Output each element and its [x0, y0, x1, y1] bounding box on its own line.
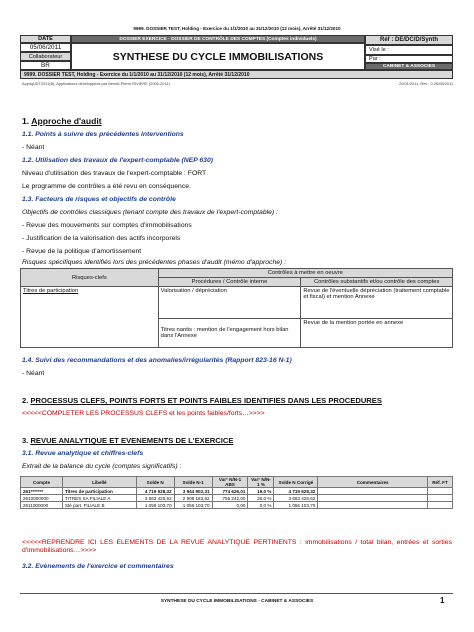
extrait-balance: Extrait de la balance du cycle (comptes significatifs) :	[22, 463, 182, 470]
balance-cell: 2 908 183,62	[174, 495, 212, 502]
collaborateur-value: BR	[20, 61, 71, 70]
proc-valorisation: Valorisation / dépréciation	[160, 288, 227, 294]
balance-cell	[427, 502, 452, 509]
balance-cell: 774 626,01	[212, 488, 248, 495]
section-1-title: Approche d'audit	[31, 116, 102, 126]
balance-cell: 4 719 528,32	[136, 488, 174, 495]
balance-header-cell: Solde N	[136, 477, 174, 488]
app-info-left: AppliqUDT2011(B), Applications développées par Benoît-Pierre RIVIERE (2005-2011)	[22, 81, 170, 86]
subheading-1-1: 1.1. Points à suivre des précédentes interventions	[22, 131, 184, 138]
balance-cell: TITRES SA FILIALE A	[62, 495, 136, 502]
balance-cell	[427, 495, 452, 502]
niveau-utilisation: Niveau d'utilisation des travaux de l'expert-comptable : FORT	[22, 170, 207, 177]
section-3-number: 3.	[22, 436, 31, 445]
section-2-heading	[22, 396, 382, 405]
reference: Réf : DE/DC/D/Synth	[365, 35, 453, 45]
balance-header-cell: Var° N/N-1 ABS	[212, 477, 248, 488]
subst-depreciation: Revue de l'éventuelle dépréciation (traitement comptable et fiscal) et mention Annexe	[303, 288, 450, 300]
objectif-2: - Justification de la valorisation des actifs incorporels	[22, 235, 181, 242]
risk-table	[20, 268, 453, 348]
risk-table-header-procedures: Procédures / Contrôle interne	[158, 278, 301, 287]
risk-table-header-substantifs: Contrôles substantifs et/ou contrôle des comptes	[301, 278, 453, 287]
section-3-heading	[22, 436, 233, 445]
balance-cell: 2611000000	[21, 502, 63, 509]
balance-cell: 26,0 %	[248, 495, 274, 502]
risques-intro: Risques spécifiques identifiés lors des précédentes phases d'audit (mémo d'approche) :	[22, 259, 287, 266]
par: Par :	[365, 55, 453, 63]
footer-text: SYNTHESE DU CYCLE IMMOBILISATIONS - CABINET & ASSOCIES	[160, 599, 314, 604]
balance-cell: 0,0 %	[248, 502, 274, 509]
balance-cell	[318, 502, 428, 509]
document-top-title: 9999. DOSSIER TEST, Holding - Exercice du 1/1/2010 au 31/12/2010 (12 mois), Arrêté 31/12/2010	[133, 26, 341, 31]
balance-header-cell: Solde N Corrigé	[274, 477, 318, 488]
subheading-1-3: 1.3. Facteurs de risques et objectifs de contrôle	[22, 196, 176, 203]
balance-cell: 3 944 902,31	[174, 488, 212, 495]
risk-titres-participation: Titres de participation	[23, 288, 79, 294]
balance-row	[21, 502, 453, 509]
client-line: 9999. DOSSIER TEST, Holding - Exercice du 1/1/2010 au 31/12/2010 (12 mois), Arrêté 31/12/2010	[20, 70, 453, 79]
footer-divider	[20, 593, 453, 594]
objectif-3: - Revue de la politique d'amortissement	[22, 248, 142, 255]
section-2-number: 2.	[22, 396, 31, 405]
subheading-3-1: 3.1. Revue analytique et chiffres-clefs	[22, 450, 144, 457]
balance-cell: 4 719 528,32	[274, 488, 318, 495]
subheading-1-2: 1.2. Utilisation des travaux de l'expert-comptable (NEP 630)	[22, 157, 213, 164]
cabinet-bar: CABINET & ASSOCIES	[365, 63, 453, 70]
balance-cell	[318, 495, 428, 502]
proc-titres-nantis: Titres nantis : mention de l'engagement hors bilan dans l'Annexe	[160, 326, 289, 339]
balance-header-cell: Commentaires	[318, 477, 428, 488]
neant-1-4: - Néant	[22, 370, 45, 377]
balance-cell: 3 663 425,62	[136, 495, 174, 502]
section-3-title: REVUE ANALYTIQUE ET EVENEMENTS DE L'EXERCICE	[30, 436, 234, 445]
subheading-3-2: 3.2. Evènements de l'exercice et commentaires	[22, 563, 174, 570]
document-title: SYNTHESE DU CYCLE IMMOBILISATIONS	[71, 43, 365, 70]
balance-header-cell: Compte	[21, 477, 63, 488]
app-info-right: 20/01/2011, Rev : 0.26/05/2011	[399, 81, 453, 86]
balance-cell: 3 663 425,62	[274, 495, 318, 502]
neant-1-1: - Néant	[22, 144, 45, 151]
balance-header-cell: Solde N-1	[174, 477, 212, 488]
date-value: 05/06/2011	[20, 43, 71, 52]
balance-cell: 19,0 %	[248, 488, 274, 495]
date-label: DATE	[20, 35, 71, 43]
risk-table-cell-subst-1	[301, 287, 453, 319]
risk-table-header-risques: Risques-clefs	[21, 269, 159, 287]
vise-le: Visé le :	[365, 45, 453, 55]
subheading-1-4: 1.4. Suivi des recommandations et des anomalies/irrégularités (Rapport 823-16 N-1)	[22, 357, 292, 364]
balance-cell: 261*******	[21, 488, 63, 495]
objectifs-intro: Objectifs de contrôles classiques (tenant compte des travaux de l'expert-comptable) :	[22, 209, 278, 216]
balance-cell: 2610000000	[21, 495, 63, 502]
balance-cell: 1 056 103,70	[174, 502, 212, 509]
dossier-exercice-bar: DOSSIER EXERCICE - DOSSIER DE CONTRÔLE DES COMPTES (Comptes individuels)	[71, 35, 365, 43]
section-1-heading	[22, 116, 102, 126]
section-1-number: 1.	[22, 116, 32, 126]
balance-cell: 755 242,00	[212, 495, 248, 502]
balance-row	[21, 488, 453, 495]
balance-row	[21, 495, 453, 502]
balance-header-cell: Var° N/N-1 %	[248, 477, 274, 488]
collaborateur-label: Collaborateur	[20, 52, 71, 61]
risk-table-cell-risk	[21, 287, 159, 348]
risk-table-cell-subst-2	[301, 318, 453, 347]
section-3-placeholder: <<<<<REPRENDRE ICI LES ELEMENTS DE LA REVUE ANALYTIQUE PERTINENTS : immobilisations / total bilan, entrées et sorties d'immobilisations…>>>>	[22, 539, 452, 554]
balance-cell: 1 056 103,70	[274, 502, 318, 509]
objectif-1: - Revue des mouvements sur comptes d'immobilisations	[22, 222, 192, 229]
balance-cell: 1 056 103,70	[136, 502, 174, 509]
risk-table-cell-proc-1	[158, 287, 301, 319]
risk-table-cell-proc-2	[158, 318, 301, 347]
balance-cell	[427, 488, 452, 495]
section-2-placeholder: <<<<<COMPLETER LES PROCESSUS CLEFS et les points faibles/forts…>>>>	[22, 410, 265, 417]
balance-header-cell: Réf. FT	[427, 477, 452, 488]
balance-cell: Titres de participation	[62, 488, 136, 495]
subst-mention-annexe: Revue de la mention portée en annexe	[303, 319, 404, 326]
programme-revu: Le programme de contrôles a été revu en conséquence.	[22, 183, 191, 190]
page-number: 1	[440, 596, 445, 605]
balance-cell: Sté part. FILIALE B	[62, 502, 136, 509]
risk-table-header-controles: Contrôles à mettre en oeuvre	[158, 269, 452, 278]
balance-table	[20, 476, 453, 509]
balance-cell	[318, 488, 428, 495]
balance-header-cell: Libellé	[62, 477, 136, 488]
balance-cell: 0,00	[212, 502, 248, 509]
section-2-title: PROCESSUS CLEFS, POINTS FORTS ET POINTS FAIBLES IDENTIFIES DANS LES PROCEDURES	[30, 396, 382, 405]
